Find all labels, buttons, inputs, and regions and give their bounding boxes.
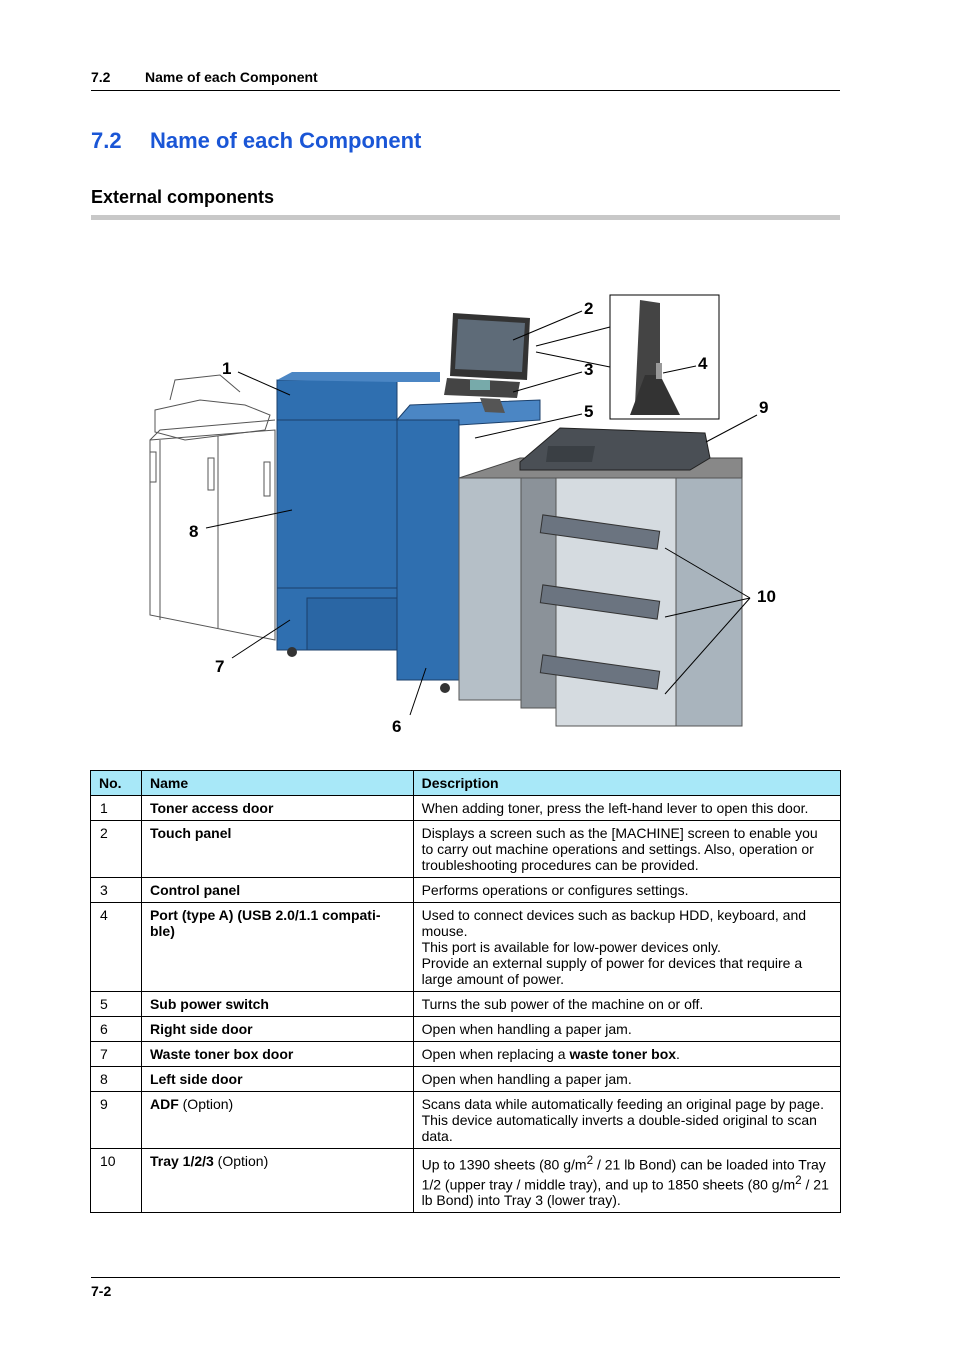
row-number: 9	[91, 1092, 142, 1149]
description-part-b: / 21 lb Bond) can be loaded into Tray 1/2 (upper tray / middle tray), and up to 1850 sheets (80 g/m	[421, 1156, 826, 1193]
row-description: When adding toner, press the left-hand lever to open this door.	[413, 796, 840, 821]
row-name-option: (Option)	[178, 1096, 234, 1112]
row-name	[141, 1067, 413, 1092]
printer-drawing	[140, 285, 780, 755]
page-title-number: 7.2	[91, 128, 122, 153]
row-number: 1	[91, 796, 142, 821]
table-row	[91, 878, 841, 903]
row-name	[141, 796, 413, 821]
row-number: 8	[91, 1067, 142, 1092]
row-description: Displays a screen such as the [MACHINE] screen to enable you to carry out machine operations and settings. Also, operation or troubleshooting procedures can be provided.	[413, 821, 840, 878]
table-header-row	[91, 771, 841, 796]
row-description	[413, 1042, 840, 1067]
callout-2: 2	[584, 299, 594, 318]
row-number: 2	[91, 821, 142, 878]
row-name	[141, 992, 413, 1017]
row-name	[141, 1042, 413, 1067]
page-title	[91, 128, 421, 154]
page-title-text: Name of each Component	[150, 128, 422, 153]
table-row	[91, 1042, 841, 1067]
row-number: 3	[91, 878, 142, 903]
running-header-number: 7.2	[91, 69, 111, 85]
row-name-text: ADF	[149, 1096, 179, 1112]
table-row	[91, 1149, 841, 1213]
row-name	[141, 903, 413, 992]
row-name-text: Control panel	[149, 882, 241, 898]
description-part-c: / 21 lb Bond) into Tray 3 (lower tray).	[421, 1176, 829, 1209]
row-name-text: Tray 1/2/3	[149, 1153, 214, 1169]
running-header-title: Name of each Component	[145, 69, 318, 85]
superscript-2: 2	[795, 1173, 802, 1187]
callout-3: 3	[584, 360, 594, 379]
row-number: 6	[91, 1017, 142, 1042]
table-row	[91, 821, 841, 878]
table-row	[91, 1067, 841, 1092]
description-part-a: Up to 1390 sheets (80 g/m	[421, 1156, 587, 1173]
row-number: 4	[91, 903, 142, 992]
row-name-text: Toner access door	[149, 800, 274, 816]
column-header-no: No.	[91, 771, 142, 796]
table-row	[91, 1017, 841, 1042]
row-name	[141, 821, 413, 878]
callout-7: 7	[215, 657, 225, 676]
row-name	[141, 1092, 413, 1149]
callout-6: 6	[392, 717, 402, 736]
row-number: 7	[91, 1042, 142, 1067]
row-number: 5	[91, 992, 142, 1017]
table-row	[91, 1092, 841, 1149]
callout-9: 9	[759, 398, 769, 417]
row-description: Used to connect devices such as backup HDD, keyboard, and mouse. This port is available for low-power devices only. Provide an external supply of power for devices that require a large amount of power.	[413, 903, 840, 992]
subsection-rule	[91, 215, 840, 220]
row-name	[141, 1149, 413, 1213]
row-description: Open when handling a paper jam.	[413, 1067, 840, 1092]
footer-rule	[91, 1277, 840, 1278]
description-bold: waste toner box	[569, 1046, 677, 1062]
callout-5: 5	[584, 402, 594, 421]
callout-10: 10	[757, 587, 776, 606]
row-name-text: Left side door	[149, 1071, 243, 1087]
column-header-description: Description	[413, 771, 840, 796]
row-description	[413, 1149, 840, 1213]
running-header	[91, 68, 840, 91]
components-table	[90, 770, 841, 1213]
row-name	[141, 878, 413, 903]
row-name	[141, 1017, 413, 1042]
callout-1: 1	[222, 359, 232, 378]
row-name-text: Right side door	[149, 1021, 253, 1037]
callout-8: 8	[189, 522, 199, 541]
row-description: Turns the sub power of the machine on or off.	[413, 992, 840, 1017]
row-name-text: Touch panel	[149, 825, 232, 841]
machine-illustration	[140, 285, 780, 755]
row-name-text: Port (type A) (USB 2.0/1.1 compati-ble)	[149, 907, 381, 939]
table-row	[91, 992, 841, 1017]
row-name-text: Sub power switch	[149, 996, 269, 1012]
row-name-text: Waste toner box door	[149, 1046, 294, 1062]
superscript-2: 2	[586, 1154, 594, 1167]
page-number: 7-2	[91, 1283, 112, 1299]
row-description: Scans data while automatically feeding an original page by page. This device automatically inverts a double-sided original to scan data.	[413, 1092, 840, 1149]
table-row	[91, 796, 841, 821]
callout-4: 4	[698, 354, 708, 373]
description-prefix: Open when replacing a	[421, 1046, 570, 1062]
table-row	[91, 903, 841, 992]
column-header-name: Name	[141, 771, 413, 796]
subsection-title: External components	[91, 187, 275, 207]
row-description: Open when handling a paper jam.	[413, 1017, 840, 1042]
row-description: Performs operations or configures settings.	[413, 878, 840, 903]
row-number: 10	[91, 1149, 142, 1213]
row-name-option: (Option)	[213, 1153, 269, 1169]
description-suffix: .	[676, 1046, 680, 1062]
